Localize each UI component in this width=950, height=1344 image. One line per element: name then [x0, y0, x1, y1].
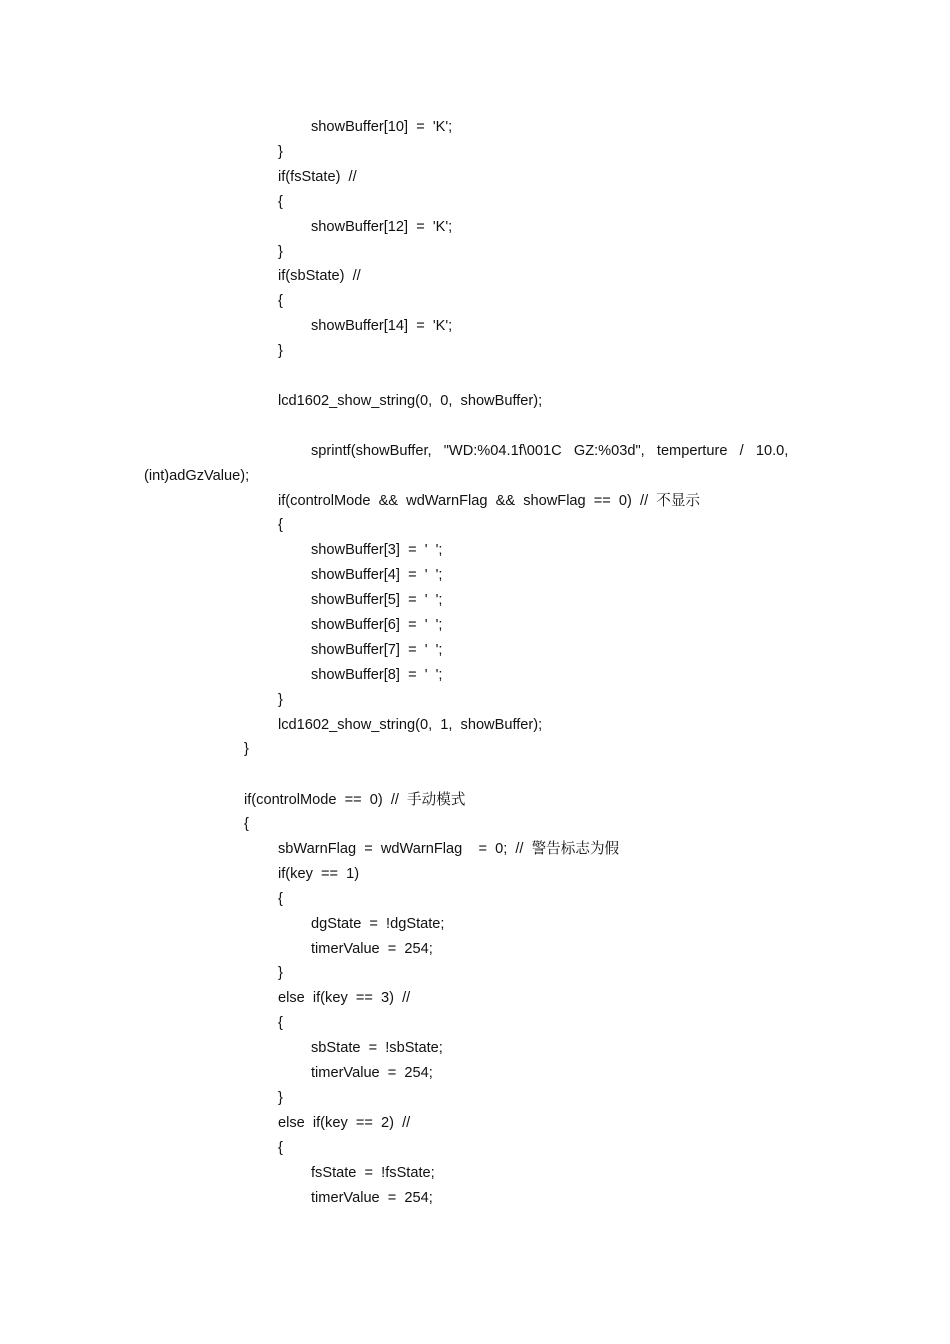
- code-line: showBuffer[3] = ' ';: [311, 542, 443, 558]
- code-line: }: [278, 1090, 283, 1106]
- code-line: }: [278, 244, 283, 260]
- code-line: dgState = !dgState;: [311, 916, 445, 932]
- code-line: if(controlMode && wdWarnFlag && showFlag == 0) // 不显示: [278, 493, 701, 509]
- code-line: if(fsState) //: [278, 169, 357, 185]
- code-line: }: [244, 741, 249, 757]
- code-line: sbState = !sbState;: [311, 1040, 443, 1056]
- code-line: {: [278, 194, 283, 210]
- code-line: showBuffer[14] = 'K';: [311, 318, 453, 334]
- code-line: {: [244, 816, 249, 832]
- code-line: showBuffer[4] = ' ';: [311, 567, 443, 583]
- code-line: timerValue = 254;: [311, 1065, 433, 1081]
- code-line: else if(key == 2) //: [278, 1115, 411, 1131]
- code-line: timerValue = 254;: [311, 941, 433, 957]
- code-line: }: [278, 343, 283, 359]
- code-line: lcd1602_show_string(0, 1, showBuffer);: [278, 717, 543, 733]
- code-line: showBuffer[12] = 'K';: [311, 219, 453, 235]
- code-line: if(key == 1): [278, 866, 360, 882]
- code-line: showBuffer[10] = 'K';: [311, 119, 453, 135]
- code-line: {: [278, 891, 283, 907]
- code-line: sprintf(showBuffer, "WD:%04.1f\001C GZ:%03d", temperture / 10.0,: [311, 443, 789, 459]
- code-line: showBuffer[7] = ' ';: [311, 642, 443, 658]
- code-line: if(sbState) //: [278, 268, 361, 284]
- code-line: {: [278, 517, 283, 533]
- code-line: (int)adGzValue);: [144, 468, 250, 484]
- code-line: }: [278, 144, 283, 160]
- code-line: fsState = !fsState;: [311, 1165, 435, 1181]
- code-line: showBuffer[8] = ' ';: [311, 667, 443, 683]
- code-line: showBuffer[6] = ' ';: [311, 617, 443, 633]
- code-line: lcd1602_show_string(0, 0, showBuffer);: [278, 393, 543, 409]
- code-line: sbWarnFlag = wdWarnFlag = 0; // 警告标志为假: [278, 841, 620, 857]
- code-line: else if(key == 3) //: [278, 990, 411, 1006]
- code-line: showBuffer[5] = ' ';: [311, 592, 443, 608]
- code-line: {: [278, 1015, 283, 1031]
- code-line: if(controlMode == 0) // 手动模式: [244, 792, 466, 808]
- code-line: {: [278, 293, 283, 309]
- code-line: }: [278, 692, 283, 708]
- code-line: {: [278, 1140, 283, 1156]
- code-line: }: [278, 965, 283, 981]
- code-line: timerValue = 254;: [311, 1190, 433, 1206]
